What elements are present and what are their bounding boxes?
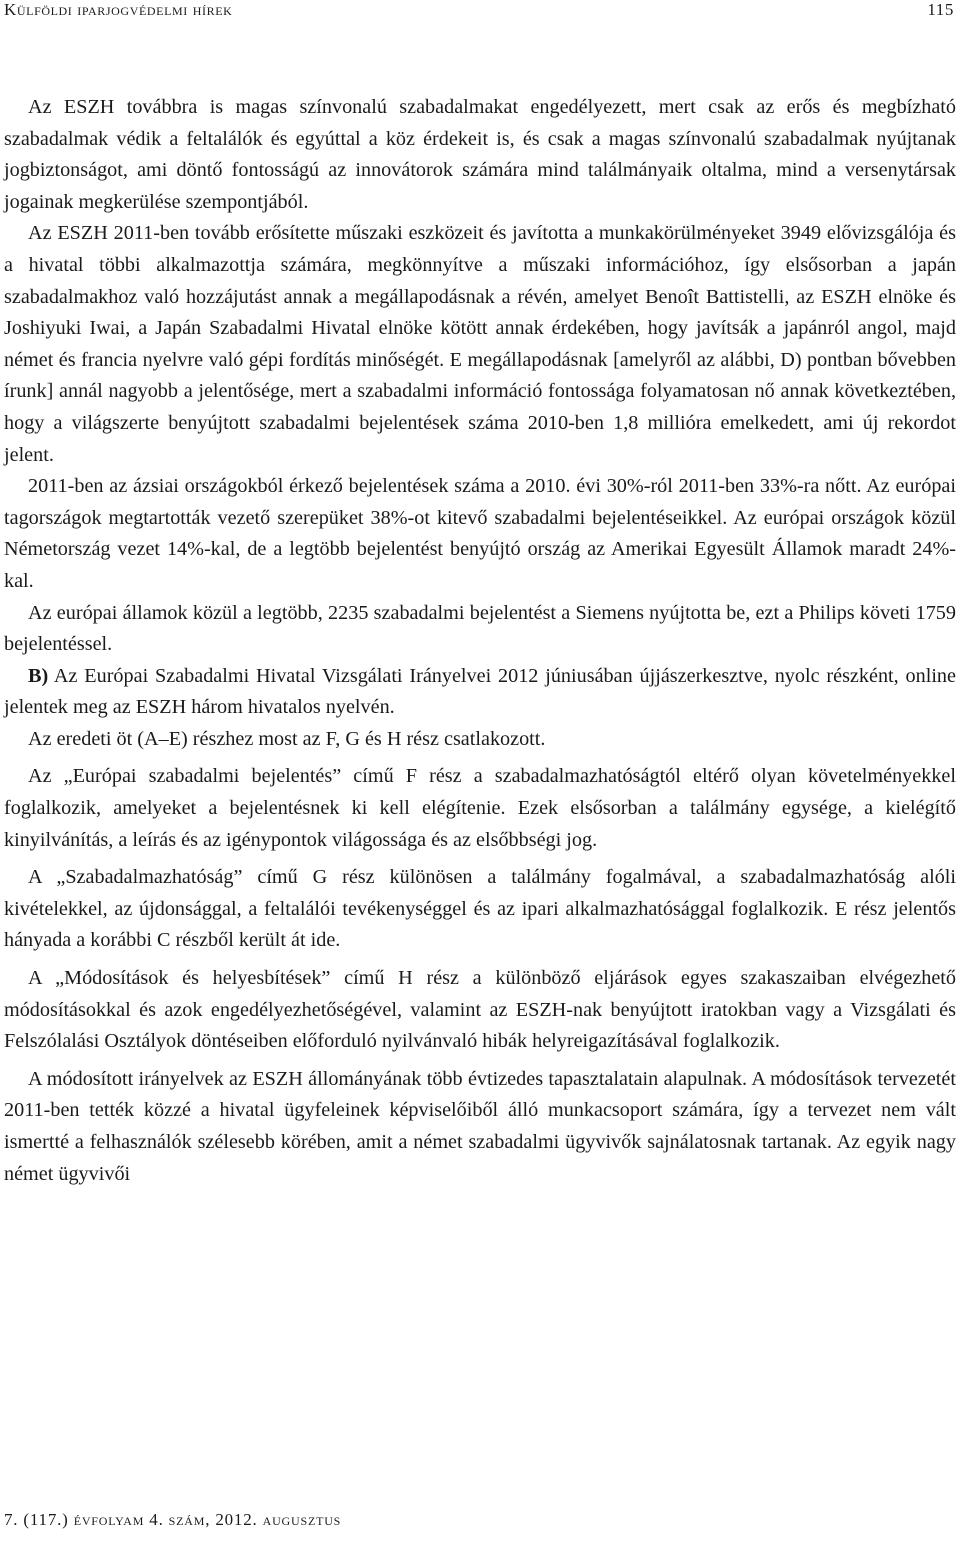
paragraph-7: [4, 761, 956, 856]
paragraph-6: [4, 724, 956, 756]
page-number: 115: [927, 0, 954, 19]
article-body: [4, 92, 956, 1190]
paragraph-9: [4, 963, 956, 1058]
section-letter: B): [28, 664, 49, 687]
running-head-section-title: Külföldi iparjogvédelmi hírek: [4, 0, 233, 19]
paragraph-text: Az Európai Szabadalmi Hivatal Vizsgálati Irányelvei 2012 júniusában újjászerkesztve, nyolc részként, online jelentek meg az ESZH három hivatalos nyelvén.: [4, 664, 956, 719]
paragraph-3: [4, 471, 956, 597]
paragraph-8: [4, 862, 956, 957]
paragraph-text: Az ESZH 2011-ben tovább erősítette műszaki eszközeit és javította a munkakörülményeket 3949 elővizsgálója és a hivatal többi alkalmazottja számára, megkönnyítve a műszaki információhoz, így elsősorban a japán szabadalmakhoz való hozzájutást annak a megállapodásnak a révén, amelyet Benoît Battistelli, az ESZH elnöke és Joshiyuki Iwai, a Japán Szabadalmi Hivatal elnöke kötött annak érdekében, hogy javítsák a japánról angol, majd német és francia nyelvre való gépi fordítás minőségét. E megállapodásnak [amelyről az alábbi, D) pontban bővebben írunk] annál nagyobb a jelentősége, mert a szabadalmi információ fontossága folyamatosan nő annak következtében, hogy a világszerte benyújtott szabadalmi bejelentések száma 2010-ben 1,8 millióra emelkedett, ami új rekordot jelent.: [4, 222, 956, 466]
issue-footer: 7. (117.) évfolyam 4. szám, 2012. augusztus: [4, 1510, 342, 1529]
paragraph-text: Az európai államok közül a legtöbb, 2235 szabadalmi bejelentést a Siemens nyújtotta be, ezt a Philips követi 1759 bejelentéssel.: [4, 601, 956, 656]
paragraph-text: A „Szabadalmazhatóság” című G rész különösen a találmány fogalmával, a szabadalmazhatóság alóli kivételekkel, az újdonsággal, a feltalálói tevékenységgel és az ipari alkalmazhatósággal foglalkozik. E rész jelentős hányada a korábbi C részből került át ide.: [4, 866, 956, 952]
paragraph-4: [4, 598, 956, 661]
paragraph-text: Az eredeti öt (A–E) részhez most az F, G és H rész csatlakozott.: [28, 727, 546, 750]
paragraph-text: A „Módosítások és helyesbítések” című H rész a különböző eljárások egyes szakaszaiban elvégezhető módosításokkal és azok engedélyezhetőségével, valamint az ESZH-nak benyújtott iratokban vagy a Vizsgálati és Felszólalási Osztályok döntéseiben előforduló nyilvánvaló hibák helyreigazításával foglalkozik.: [4, 967, 956, 1053]
running-head: [4, 0, 956, 24]
paragraph-10: [4, 1064, 956, 1190]
paragraph-text: A módosított irányelvek az ESZH állományának több évtizedes tapasztalatain alapulnak. A módosítások tervezetét 2011-ben tették közzé a hivatal ügyfeleinek képviselőiből álló munkacsoport számára, így a tervezet nem vált ismertté a felhasználók szélesebb körében, amit a német szabadalmi ügyvivők sajnálatosnak tartanak. Az egyik nagy német ügyvivői: [4, 1067, 956, 1185]
paragraph-2: [4, 218, 956, 471]
paragraph-text: Az „Európai szabadalmi bejelentés” című F rész a szabadalmazhatóságtól eltérő olyan követelményekkel foglalkozik, amelyeket a bejelentésnek ki kell elégítenie. Ezek elsősorban a találmány egysége, a kielégítő kinyilvánítás, a leírás és az igénypontok világossága és az elsőbbségi jog.: [4, 765, 956, 851]
paragraph-5: [4, 661, 956, 724]
paragraph-text: Az ESZH továbbra is magas színvonalú szabadalmakat engedélyezett, mert csak az erős és megbízható szabadalmak védik a feltalálók és egyúttal a köz érdekeit is, és csak a magas színvonalú szabadalmak nyújtanak jogbiztonságot, ami döntő fontosságú az innovátorok számára mind találmányaik oltalma, mind a versenytársak jogainak megkerülése szempontjából.: [4, 96, 956, 213]
paragraph-1: [4, 92, 956, 218]
paragraph-text: 2011-ben az ázsiai országokból érkező bejelentések száma a 2010. évi 30%-ról 2011-ben 33%-ra nőtt. Az európai tagországok megtartották vezető szerepüket 38%-ot kitevő szabadalmi bejelentéseikkel. Az európai országok közül Németország vezet 14%-kal, de a legtöbb bejelentést benyújtó ország az Amerikai Egyesült Államok maradt 24%-kal.: [4, 475, 956, 592]
